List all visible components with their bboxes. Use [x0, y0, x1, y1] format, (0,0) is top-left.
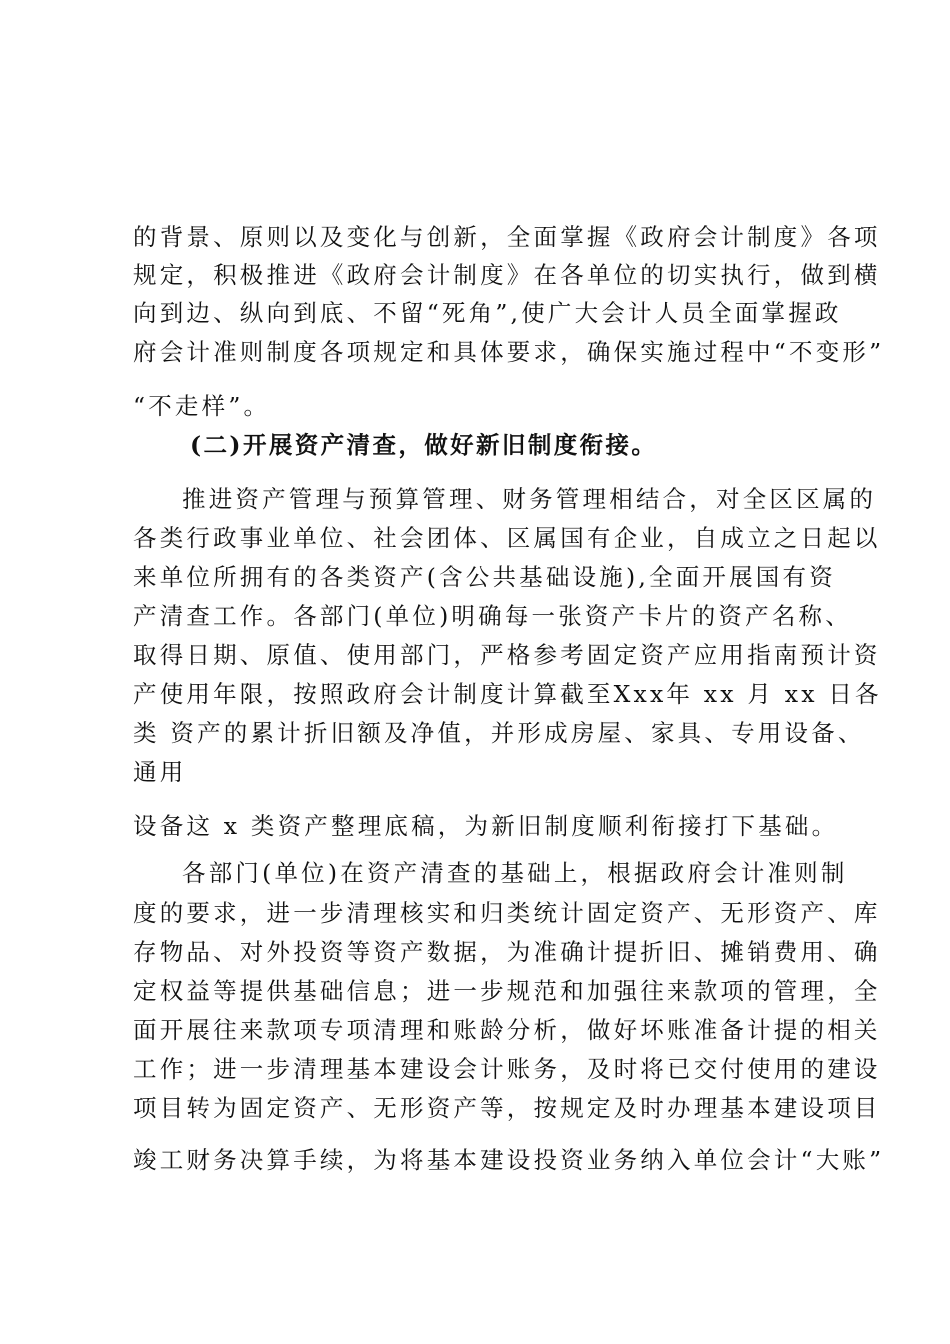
text-line: “不走样”。: [133, 392, 271, 420]
text-line: 设备这 x 类资产整理底稿，为新旧制度顺利衔接打下基础。: [133, 812, 839, 840]
text-line: 存物品、对外投资等资产数据，为准确计提折旧、摊销费用、确: [133, 938, 881, 966]
text-line: 府会计准则制度各项规定和具体要求，确保实施过程中“不变形”: [133, 338, 885, 366]
text-line: 各类行政事业单位、社会团体、区属国有企业，自成立之日起以: [133, 524, 881, 552]
text-line: 面开展往来款项专项清理和账龄分析，做好坏账准备计提的相关: [133, 1016, 881, 1044]
paragraph-line: 推进资产管理与预算管理、财务管理相结合，对全区区属的: [182, 485, 877, 513]
section-heading: (二)开展资产清查，做好新旧制度衔接。: [190, 431, 658, 459]
text-line: 项目转为固定资产、无形资产等，按规定及时办理基本建设项目: [133, 1094, 881, 1122]
text-line: 度的要求，进一步清理核实和归类统计固定资产、无形资产、库: [133, 899, 881, 927]
text-line: 规定，积极推进《政府会计制度》在各单位的切实执行，做到横: [133, 261, 881, 289]
text-line: 竣工财务决算手续，为将基本建设投资业务纳入单位会计“大账”: [133, 1146, 885, 1174]
text-line: 来单位所拥有的各类资产(含公共基础设施),全面开展国有资: [133, 563, 836, 591]
text-line: 取得日期、原值、使用部门，严格参考固定资产应用指南预计资: [133, 641, 881, 669]
text-line: 工作；进一步清理基本建设会计账务，及时将已交付使用的建设: [133, 1055, 881, 1083]
text-line: 向到边、纵向到底、不留“死角”,使广大会计人员全面掌握政: [133, 299, 842, 327]
paragraph-line: 各部门(单位)在资产清查的基础上，根据政府会计准则制: [182, 859, 848, 887]
text-line: 类 资产的累计折旧额及净值，并形成房屋、家具、专用设备、: [133, 719, 865, 747]
text-line: 通用: [133, 758, 187, 786]
text-line: 产清查工作。各部门(单位)明确每一张资产卡片的资产名称、: [133, 602, 852, 630]
text-line: 产使用年限，按照政府会计制度计算截至Xxx年 xx 月 xx 日各: [133, 680, 882, 708]
text-line: 定权益等提供基础信息；进一步规范和加强往来款项的管理，全: [133, 977, 881, 1005]
text-line: 的背景、原则以及变化与创新，全面掌握《政府会计制度》各项: [133, 223, 881, 251]
